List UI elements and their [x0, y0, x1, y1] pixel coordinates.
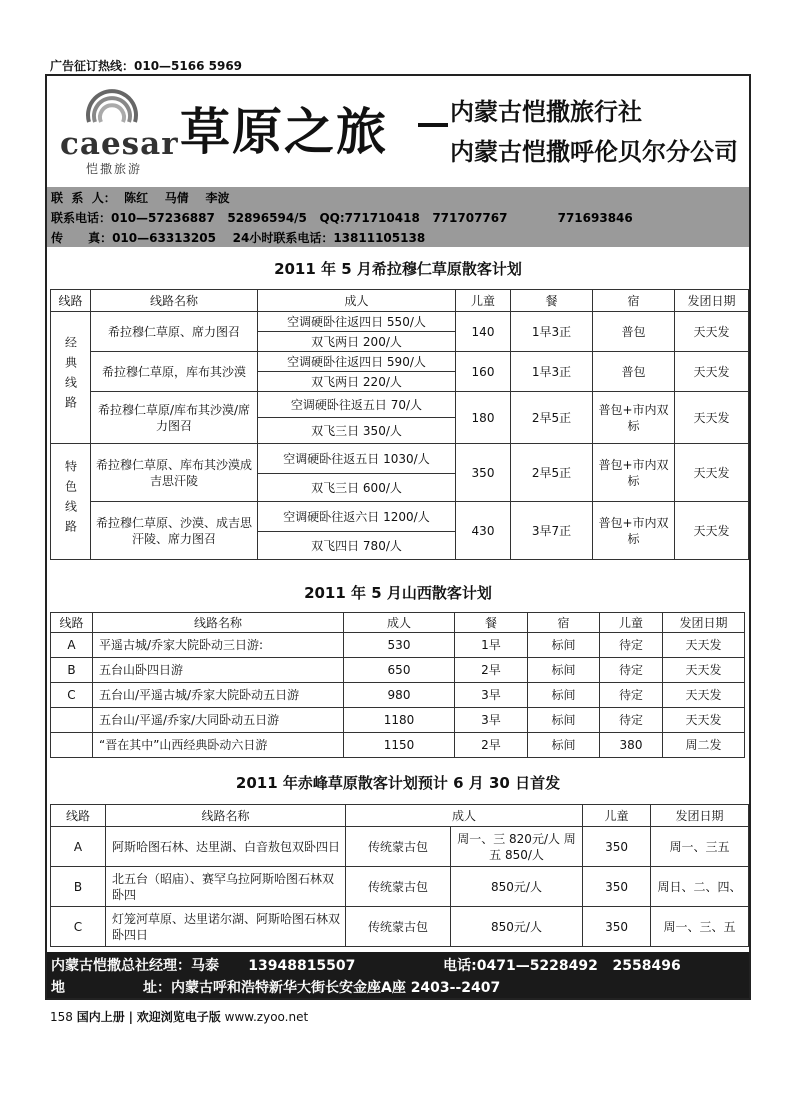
adult-price: 980	[344, 683, 455, 708]
plan1-table	[50, 289, 749, 560]
meal: 2早	[455, 733, 528, 758]
table-row	[51, 444, 749, 474]
route-name: 希拉穆仁草原/库布其沙漠/席力图召	[91, 392, 258, 444]
stay: 标间	[528, 708, 600, 733]
table-row	[51, 392, 749, 418]
table-row	[51, 658, 745, 683]
table-row	[51, 352, 749, 372]
table-row	[51, 827, 749, 867]
stay: 标间	[528, 633, 600, 658]
plan1-title: 2011 年 5 月希拉穆仁草原散客计划	[274, 260, 522, 278]
meal: 1早3正	[511, 312, 593, 352]
page-number: 158	[50, 1010, 73, 1024]
adult-price: 850元/人	[451, 907, 583, 947]
plan2-table	[50, 612, 745, 758]
child-price: 待定	[600, 658, 663, 683]
table-header-row	[51, 290, 749, 312]
child-price: 180	[456, 392, 511, 444]
stay: 传统蒙古包	[346, 907, 451, 947]
route-name: 北五台（昭庙）、赛罕乌拉阿斯哈图石林双卧四	[106, 867, 346, 907]
table-row	[51, 683, 745, 708]
stay: 普包	[593, 352, 675, 392]
meal: 2早5正	[511, 392, 593, 444]
table-row	[51, 633, 745, 658]
stay: 传统蒙古包	[346, 827, 451, 867]
meal: 2早	[455, 658, 528, 683]
route-name: 五台山/平遥古城/乔家大院卧动五日游	[93, 683, 344, 708]
departure: 天天发	[663, 633, 745, 658]
adult-price: 空调硬卧往返五日 70/人	[258, 392, 456, 418]
departure: 天天发	[675, 312, 749, 352]
adult-price: 850元/人	[451, 867, 583, 907]
brand-title: 草原之旅	[180, 103, 388, 161]
branch-name: 内蒙古恺撒呼伦贝尔分公司	[450, 138, 738, 166]
child-price: 350	[583, 827, 651, 867]
adult-price: 双飞两日 220/人	[258, 372, 456, 392]
route-name: 希拉穆仁草原、库布其沙漠成吉思汗陵	[91, 444, 258, 502]
table-row	[51, 733, 745, 758]
header-cell: 发团日期	[651, 805, 749, 827]
site-link[interactable]: www.zyoo.net	[224, 1010, 309, 1024]
route-name: 希拉穆仁草原，库布其沙漠	[91, 352, 258, 392]
table-header-row	[51, 613, 745, 633]
adult-price: 1180	[344, 708, 455, 733]
stay: 标间	[528, 733, 600, 758]
departure: 天天发	[663, 683, 745, 708]
table-row	[51, 708, 745, 733]
header-cell: 成人	[258, 290, 456, 312]
header-cell: 成人	[344, 613, 455, 633]
header-cell: 线路	[51, 805, 106, 827]
departure: 天天发	[675, 502, 749, 560]
child-price: 350	[583, 867, 651, 907]
adult-price: 530	[344, 633, 455, 658]
adult-price: 650	[344, 658, 455, 683]
promo-text: 欢迎浏览电子版	[136, 1010, 221, 1024]
contact-phones: 联系电话：010—57236887 52896594/5 QQ:771710418 771707767 771693846	[51, 211, 633, 225]
child-price: 160	[456, 352, 511, 392]
table-header-row	[51, 805, 749, 827]
header-cell: 宿	[593, 290, 675, 312]
departure: 周日、二、四、	[651, 867, 749, 907]
route-code: A	[51, 827, 106, 867]
table-row	[51, 907, 749, 947]
meal: 1早	[455, 633, 528, 658]
adult-price: 双飞三日 600/人	[258, 474, 456, 502]
adult-price: 空调硬卧往返六日 1200/人	[258, 502, 456, 532]
route-code: B	[51, 658, 93, 683]
route-name: 五台山卧四日游	[93, 658, 344, 683]
header-cell: 发团日期	[663, 613, 745, 633]
departure: 周一、三五	[651, 827, 749, 867]
route-code	[51, 733, 93, 758]
plan3-table	[50, 804, 749, 947]
stay: 普包+市内双标	[593, 444, 675, 502]
header-cell: 线路	[51, 290, 91, 312]
route-code: A	[51, 633, 93, 658]
route-code: B	[51, 867, 106, 907]
stay: 标间	[528, 683, 600, 708]
departure: 天天发	[675, 392, 749, 444]
table-row	[51, 312, 749, 332]
stay: 标间	[528, 658, 600, 683]
header-cell: 线路名称	[106, 805, 346, 827]
stay: 普包+市内双标	[593, 502, 675, 560]
departure: 天天发	[663, 708, 745, 733]
child-price: 430	[456, 502, 511, 560]
header-cell: 餐	[455, 613, 528, 633]
logo-wordmark: caesar	[60, 126, 179, 162]
departure: 天天发	[675, 444, 749, 502]
header-cell: 发团日期	[675, 290, 749, 312]
bottom-contact-bar	[47, 952, 749, 998]
page-footer: 158 国内上册 | 欢迎浏览电子版 www.zyoo.net	[50, 1010, 309, 1024]
route-name: 希拉穆仁草原、席力图召	[91, 312, 258, 352]
adult-price: 双飞四日 780/人	[258, 532, 456, 560]
header-cell: 儿童	[600, 613, 663, 633]
meal: 3早7正	[511, 502, 593, 560]
child-price: 350	[456, 444, 511, 502]
child-price: 待定	[600, 683, 663, 708]
child-price: 待定	[600, 708, 663, 733]
meal: 3早	[455, 683, 528, 708]
address-line: 地 址：内蒙古呼和浩特新华大街长安金座A座 2403--2407	[51, 980, 501, 996]
contact-people: 联 系 人： 陈红 马倩 李波	[51, 191, 230, 205]
meal: 3早	[455, 708, 528, 733]
departure: 天天发	[663, 658, 745, 683]
ad-hotline: 广告征订热线：010—5166 5969	[50, 59, 243, 73]
adult-price: 双飞两日 200/人	[258, 332, 456, 352]
header-cell: 线路	[51, 613, 93, 633]
route-group: 特色线路	[51, 444, 91, 560]
title-dash	[418, 123, 448, 127]
contact-bar	[47, 187, 749, 247]
route-name: 灯笼河草原、达里诺尔湖、阿斯哈图石林双卧四日	[106, 907, 346, 947]
adult-price: 空调硬卧往返四日 590/人	[258, 352, 456, 372]
header-cell: 餐	[511, 290, 593, 312]
table-row	[51, 867, 749, 907]
stay: 普包	[593, 312, 675, 352]
header-cell: 线路名称	[91, 290, 258, 312]
section-label: 国内上册	[76, 1010, 125, 1024]
child-price: 140	[456, 312, 511, 352]
route-code: C	[51, 683, 93, 708]
departure: 周二发	[663, 733, 745, 758]
stay: 普包+市内双标	[593, 392, 675, 444]
child-price: 待定	[600, 633, 663, 658]
child-price: 350	[583, 907, 651, 947]
route-name: “晋在其中”山西经典卧动六日游	[93, 733, 344, 758]
adult-price: 空调硬卧往返五日 1030/人	[258, 444, 456, 474]
adult-price: 周一、三 820元/人 周五 850/人	[451, 827, 583, 867]
header-cell: 儿童	[456, 290, 511, 312]
route-name: 希拉穆仁草原、沙漠、成吉思汗陵、席力图召	[91, 502, 258, 560]
child-price: 380	[600, 733, 663, 758]
adult-price: 双飞三日 350/人	[258, 418, 456, 444]
plan3-title: 2011 年赤峰草原散客计划预计 6 月 30 日首发	[235, 774, 561, 792]
stay: 传统蒙古包	[346, 867, 451, 907]
meal: 1早3正	[511, 352, 593, 392]
departure: 天天发	[675, 352, 749, 392]
route-code: C	[51, 907, 106, 947]
meal: 2早5正	[511, 444, 593, 502]
header-cell: 儿童	[583, 805, 651, 827]
route-group: 经典线路	[51, 312, 91, 444]
route-name: 阿斯哈图石林、达里湖、白音敖包双卧四日	[106, 827, 346, 867]
plan2-title: 2011 年 5 月山西散客计划	[304, 584, 492, 602]
agency-name: 内蒙古恺撒旅行社	[450, 98, 642, 126]
adult-price: 1150	[344, 733, 455, 758]
table-row	[51, 502, 749, 532]
manager-line: 内蒙古恺撒总社经理：马泰 13948815507 电话:0471—5228492 2558496	[51, 958, 681, 974]
header-cell: 成人	[346, 805, 583, 827]
route-code	[51, 708, 93, 733]
adult-price: 空调硬卧往返四日 550/人	[258, 312, 456, 332]
logo-subtitle: 恺撒旅游	[86, 162, 143, 176]
route-name: 平遥古城/乔家大院卧动三日游:	[93, 633, 344, 658]
contact-fax: 传 真：010—63313205 24小时联系电话：13811105138	[51, 231, 426, 245]
header-cell: 宿	[528, 613, 600, 633]
header-cell: 线路名称	[93, 613, 344, 633]
departure: 周一、三、五	[651, 907, 749, 947]
route-name: 五台山/平遥/乔家/大同卧动五日游	[93, 708, 344, 733]
